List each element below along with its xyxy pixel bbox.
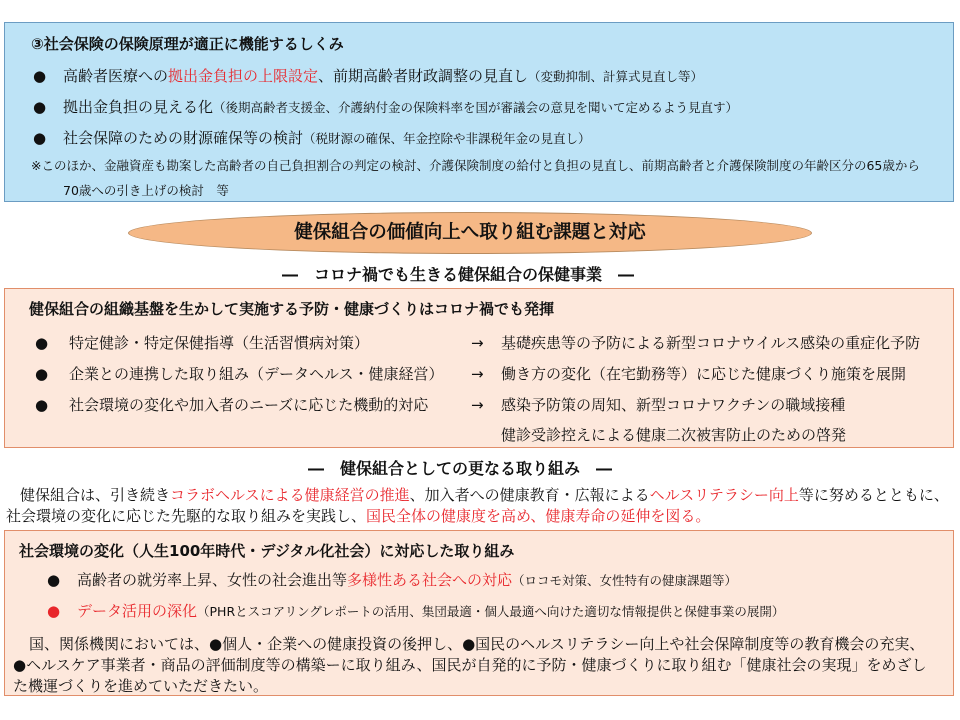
top-box-title: ③社会保険の保険原理が適正に機能するしくみ — [31, 35, 344, 53]
bullet-icon: ● — [35, 396, 49, 414]
paragraph-line-1: 健保組合は、引き続きコラボヘルスによる健康経営の推進、加入者への健康教育・広報によるヘルスリテラシー向上等に努めるとともに、 — [20, 486, 949, 504]
top-item-3: ● 社会保障のための財源確保等の検討（税財源の確保、年金控除や非課税年金の見直し） — [33, 129, 591, 147]
bullet-icon: ● — [33, 67, 47, 85]
corona-row-3-left: ● 社会環境の変化や加入者のニーズに応じた機動的対応 — [35, 396, 429, 414]
corona-row-3-right: → 感染予防策の周知、新型コロナワクチンの職域接種 — [471, 396, 846, 414]
top-note-line-1: ※このほか、金融資産も勘案した高齢者の自己負担割合の判定の検討、介護保険制度の給付と負担の見直し、前期高齢者と介護保険制度の年齢区分の65歳から — [31, 158, 920, 173]
arrow-right-icon: → — [471, 365, 484, 383]
arrow-right-icon: → — [471, 396, 484, 414]
social-item-1: ● 高齢者の就労率上昇、女性の社会進出等多様性ある社会への対応（ロコモ対策、女性特有の健康課題等） — [47, 571, 738, 589]
bullet-icon: ● — [33, 98, 47, 116]
corona-box-title: 健保組合の組織基盤を生かして実施する予防・健康づくりはコロナ禍でも発揮 — [29, 300, 555, 318]
corona-row-1-left: ● 特定健診・特定保健指導（生活習慣病対策） — [35, 334, 370, 352]
arrow-right-icon: → — [471, 334, 484, 352]
bullet-icon: ● — [47, 571, 61, 589]
top-item-1: ● 高齢者医療への拠出金負担の上限設定、前期高齢者財政調整の見直し（変動抑制、計算式見直し等） — [33, 67, 704, 85]
social-item-2: ● データ活用の深化（PHRとスコアリングレポートの活用、集団最適・個人最適へ向けた適切な情報提供と保健事業の展開） — [47, 602, 785, 620]
corona-row-1-right: → 基礎疾患等の予防による新型コロナウイルス感染の重症化予防 — [471, 334, 921, 352]
paragraph-line-2: 社会環境の変化に応じた先駆的な取り組みを実践し、国民全体の健康度を高め、健康寿命の延伸を図る。 — [6, 507, 711, 525]
section-heading-corona: ― コロナ禍でも生きる健保組合の保健事業 ― — [282, 265, 635, 284]
section-heading-further: ― 健保組合としての更なる取り組み ― — [308, 459, 613, 478]
banner-title: 健保組合の価値向上へ取り組む課題と対応 — [128, 212, 812, 254]
social-box-title: 社会環境の変化（人生100年時代・デジタル化社会）に対応した取り組み — [19, 542, 515, 560]
closing-line-1: 国、関係機関においては、●個人・企業への健康投資の後押し、●国民のヘルスリテラシー向上や社会保障制度等の教育機会の充実、 — [29, 635, 925, 653]
top-note-line-2: 70歳への引き上げの検討 等 — [63, 183, 229, 198]
top-info-box — [4, 22, 954, 202]
bullet-icon: ● — [35, 365, 49, 383]
top-item-2: ● 拠出金負担の見える化（後期高齢者支援金、介護納付金の保険料率を国が審議会の意見を聞いて定めるよう見直す） — [33, 98, 739, 116]
corona-extra-line: 健診受診控えによる健康二次被害防止のための啓発 — [501, 426, 847, 444]
corona-box — [4, 288, 954, 448]
bullet-icon: ● — [33, 129, 47, 147]
social-box — [4, 530, 954, 696]
corona-row-2-left: ● 企業との連携した取り組み（データヘルス・健康経営） — [35, 365, 444, 383]
closing-line-2: ●ヘルスケア事業者・商品の評価制度等の構築ーに取り組み、国民が自発的に予防・健康づくりに取り組む「健康社会の実現」をめざし — [13, 656, 927, 674]
bullet-icon: ● — [35, 334, 49, 352]
bullet-icon: ● — [47, 602, 61, 620]
highlight-text: 拠出金負担の上限設定 — [168, 67, 319, 85]
closing-line-3: た機運づくりを進めていただきたい。 — [13, 677, 269, 695]
corona-row-2-right: → 働き方の変化（在宅勤務等）に応じた健康づくり施策を展開 — [471, 365, 907, 383]
